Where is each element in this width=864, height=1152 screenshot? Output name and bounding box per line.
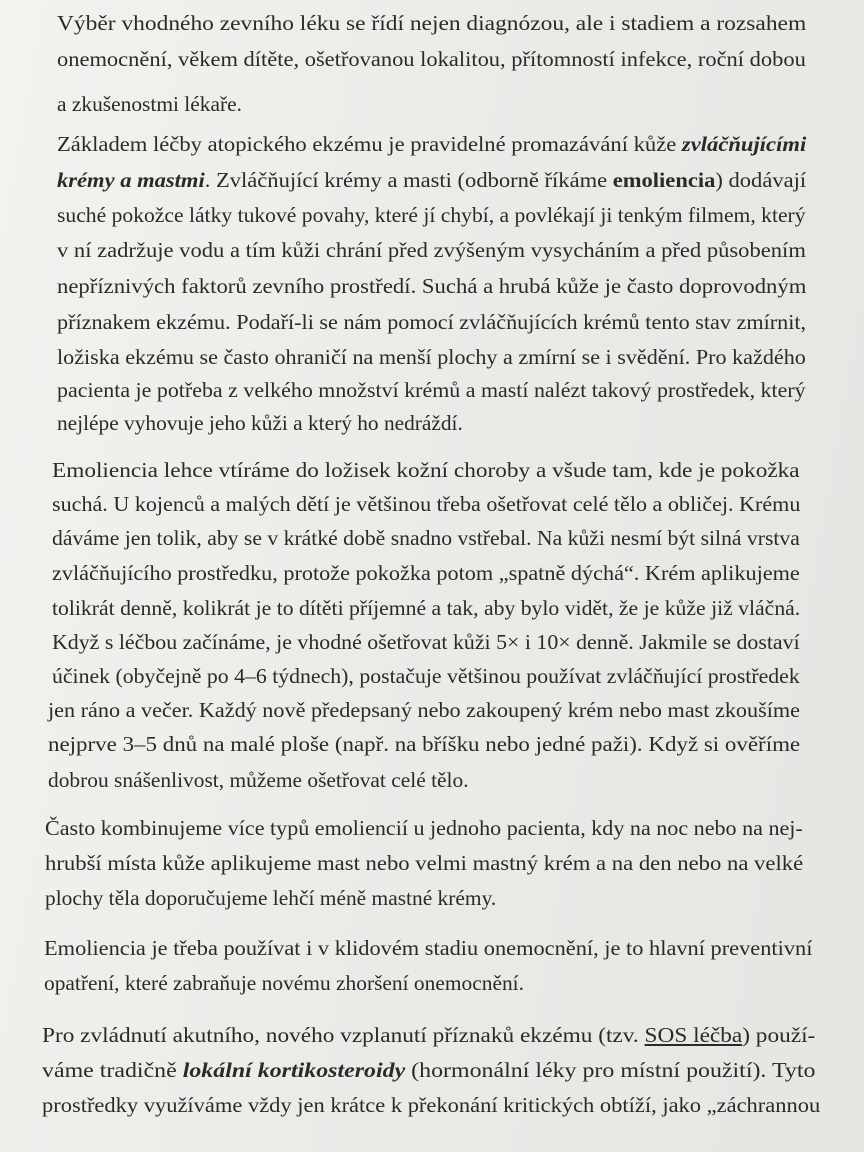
text-line: Emoliencia lehce vtíráme do ložisek kožní choroby a všude tam, kde je pokožka: [52, 458, 800, 482]
text-line: ložiska ekzému se často ohraničí na menší plochy a zmírní se i svědění. Pro každého: [57, 345, 806, 369]
text-line: účinek (obyčejně po 4–6 týdnech), postačuje většinou používat zvláčňující prostředek: [52, 664, 800, 688]
text-line: jen ráno a večer. Každý nově předepsaný nebo zakoupený krém nebo mast zkoušíme: [48, 698, 801, 722]
text-line: dáváme jen tolik, aby se v krátké době snadno vstřebal. Na kůži nesmí být silná vrstva: [52, 526, 800, 550]
text-line: Výběr vhodného zevního léku se řídí nejen diagnózou, ale i stadiem a rozsahem: [57, 11, 807, 35]
text-line: [42, 1025, 815, 1046]
text-run: váme tradičně: [42, 1058, 183, 1082]
text-line: příznakem ekzému. Podaří-li se nám pomocí zvláčňujících krémů tento stav zmírnit,: [57, 310, 807, 334]
emphasis-text: zvláčňujícími: [681, 132, 807, 156]
text-run: Základem léčby atopického ekzému je pravidelné promazávání kůže: [57, 132, 682, 156]
text-line: a zkušenostmi lékaře.: [57, 92, 242, 116]
text-line: v ní zadržuje vodu a tím kůži chrání před zvýšeným vysycháním a před působením: [57, 238, 806, 262]
text-line: nejprve 3–5 dnů na malé ploše (např. na bříšku nebo jedné paži). Když si ověříme: [48, 732, 801, 756]
text-line: nejlépe vyhovuje jeho kůži a který ho nedráždí.: [57, 411, 463, 435]
text-line: onemocnění, věkem dítěte, ošetřovanou lokalitou, přítomností infekce, roční dobou: [57, 47, 806, 71]
text-run: (hormonální léky pro místní použití). Tyto: [405, 1058, 816, 1082]
text-run: ) dodávají: [715, 168, 807, 192]
text-line: hrubší místa kůže aplikujeme mast nebo velmi mastný krém a na den nebo na velké: [45, 851, 804, 875]
text-line: Často kombinujeme více typů emoliencií u jednoho pacienta, kdy na noc nebo na nej-: [45, 816, 803, 840]
text-line: suchá. U kojenců a malých dětí je většinou třeba ošetřovat celé tělo a obličej. Krému: [52, 492, 801, 516]
text-line: [42, 1060, 815, 1081]
text-run: . Zvláčňující krémy a masti (odborně říkáme: [204, 168, 613, 192]
text-line: tolikrát denně, kolikrát je to dítěti příjemné a tak, aby bylo vidět, že je kůže již vláčná.: [52, 596, 801, 620]
text-run: ) použí-: [742, 1023, 816, 1047]
text-line: opatření, které zabraňuje novému zhoršení onemocnění.: [44, 971, 524, 995]
text-run: Pro zvládnutí akutního, nového vzplanutí příznaků ekzému (tzv.: [42, 1023, 645, 1047]
text-line: pacienta je potřeba z velkého množství krémů a mastí nalézt takový prostředek, který: [57, 378, 806, 402]
text-line: [57, 134, 806, 155]
link-text: SOS léčba: [644, 1023, 743, 1047]
text-line: Když s léčbou začínáme, je vhodné ošetřovat kůži 5× i 10× denně. Jakmile se dostaví: [52, 630, 800, 654]
emphasis-text: lokální kortikosteroidy: [182, 1058, 406, 1082]
text-line: dobrou snášenlivost, můžeme ošetřovat celé tělo.: [48, 768, 469, 792]
emphasis-text: emoliencia: [612, 168, 716, 192]
text-line: Emoliencia je třeba používat i v klidovém stadiu onemocnění, je to hlavní preventivní: [44, 936, 813, 960]
text-line: suché pokožce látky tukové povahy, které jí chybí, a povlékají ji tenkým filmem, který: [57, 203, 806, 227]
text-line: prostředky využíváme vždy jen krátce k překonání kritických obtíží, jako „záchrannou: [42, 1093, 821, 1117]
text-line: [57, 170, 806, 191]
text-line: plochy těla doporučujeme lehčí méně mastné krémy.: [45, 886, 497, 910]
text-line: zvláčňujícího prostředku, protože pokožka potom „spatně dýchá“. Krém aplikujeme: [52, 561, 800, 585]
text-line: nepříznivých faktorů zevního prostředí. Suchá a hrubá kůže je často doprovodným: [57, 274, 807, 298]
emphasis-text: krémy a mastmi: [57, 168, 205, 192]
